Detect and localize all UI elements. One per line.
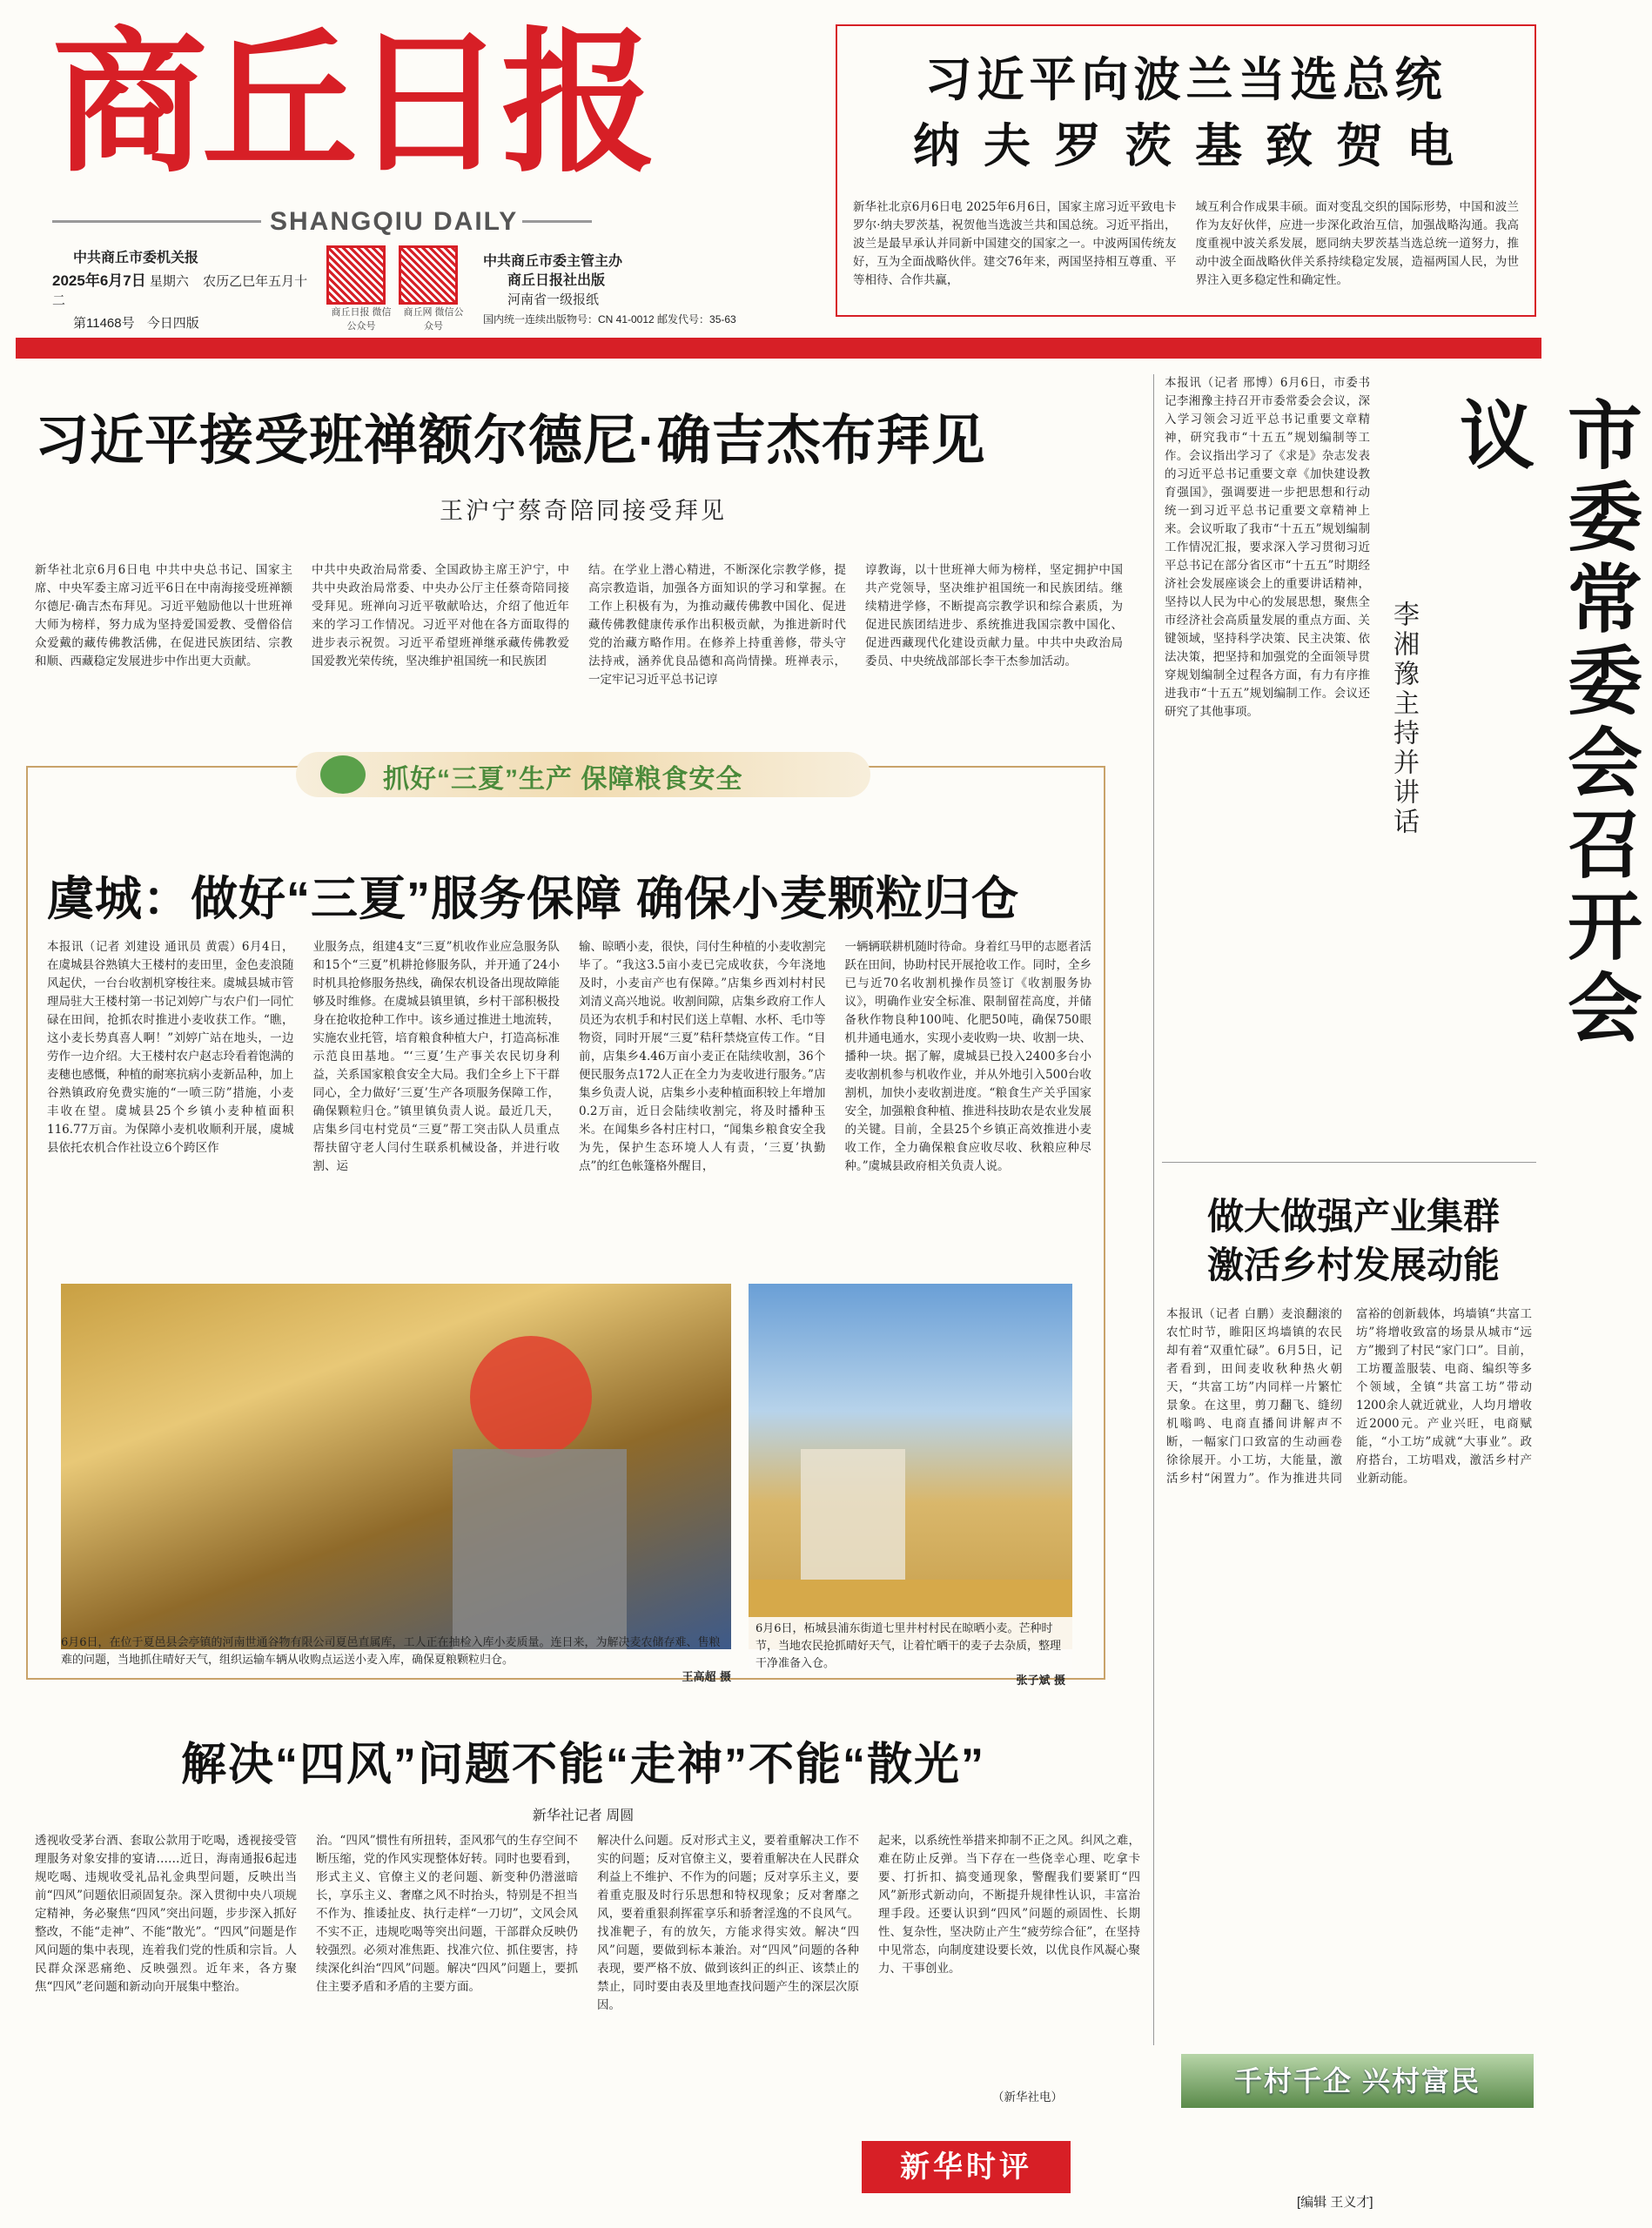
divider	[522, 220, 592, 223]
logo-english: SHANGQIU DAILY	[270, 207, 519, 236]
logo-text: 商丘日报	[52, 11, 651, 193]
right-column-body: 本报讯（记者 邢博）6月6日，市委书记李湘豫主持召开市委常委会会议，深入学习领会习近平总书记重要文章精神，研究我市“十五五”规划编制等工作。会议指出学习了《求是》杂志发表的习近平总书记重要文章《加快建设教育强国》，强调要进一步把思想和行动统一到习近平总书记重要文章精神上来。会议听取了我市“十五五”规划编制工作情况汇报，要求深入学习贯彻习近平总书记在部分省区市“十五五”时期经济社会发展座谈会上的重要讲话精神，坚持以人民为中心的发展思想，聚焦全市经济社会高质量发展的重点方面、关键领域，坚持科学决策、民主决策、依法决策，把坚持和加强党的全面领导贯穿规划编制全过程各方面，有力有序推进我市“十五五”规划编制工作。会议还研究了其他事项。	[1165, 376, 1370, 719]
qr-caption: 商丘日报 微信公众号	[331, 307, 392, 332]
publisher-info	[483, 252, 831, 329]
photo1-credit: 王高超 摄	[682, 1671, 731, 1684]
lead-col-4: 谆教诲，以十世班禅大师为榜样，坚定拥护中国共产党领导，坚决维护祖国统一和民族团结。继续精进学修，不断提高宗教学识和综合素质，为促进民族团结进步、系统推进我国宗教中国化、促进西藏现代化建设贡献力量。中共中央政治局委员、中央统战部部长李干杰参加活动。	[865, 563, 1123, 668]
top-story-title-1: 习近平向波兰当选总统	[924, 54, 1447, 106]
qr-icon	[399, 245, 458, 305]
photo2-caption-box	[749, 1617, 1072, 1688]
issue-number: 第11468号	[73, 316, 135, 331]
commentary-header	[26, 1728, 1140, 1826]
feature-col-4: 一辆辆联耕机随时待命。身着红马甲的志愿者活跃在田间，协助村民开展抢收工作。同时，全乡已与近70名收割机操作员签订《收割服务协议》，明确作业安全标准、限制留茬高度，并储备秋作物良种100吨、化肥50吨，确保750眼机井通电通水，实现小麦收购一块、收割一块、播种一块。据了解，虞城县已投入2400多台小麦收割机参与机收作业，并从外地引入500台收割机，加快小麦收割进度。“粮食生产关乎国家安全，加强粮食种植、推进科技助农是农业发展的关键。目前，全县25个乡镇正高效推进小麦收工作，全力确保粮食应收尽收、秋粮应种尽种。”虞城县政府相关负责人说。	[844, 940, 1091, 1173]
side-banner	[1181, 2054, 1534, 2108]
masthead-meta	[52, 249, 313, 333]
publisher: 商丘日报社出版	[507, 273, 606, 288]
photo2-credit: 张子斌 摄	[1016, 1674, 1065, 1688]
date: 2025年6月7日	[52, 272, 146, 289]
side-banner-text: 千村千企 兴村富民	[1234, 2065, 1481, 2097]
lead-col-3: 结。在学业上潜心精进，不断深化宗教学修，提高宗教造诣，加强各方面知识的学习和掌握。在工作上积极有为，为推动藏传佛教中国化、促进藏传佛教健康传承作出积极贡献，为推进新时代党的治藏方略作用。在修养上持重善修，带头守法持戒，涵养优良品德和高尚情操。班禅表示，一定牢记习近平总书记谆	[588, 563, 846, 687]
lead-col-1: 新华社北京6月6日电 中共中央总书记、国家主席、中央军委主席习近平6日在中南海接受班禅额尔德尼·确吉杰布拜见。习近平勉励他以十世班禅大师为榜样，努力成为坚持爱国爱教、受僧俗信众爱戴的藏传佛教活佛，在促进民族团结、宗教和顺、西藏稳定发展进步中作出更大贡献。	[35, 563, 292, 668]
feature-title: 虞城：做好“三夏”服务保障 确保小麦颗粒归仓	[47, 873, 1020, 925]
qr-icon	[326, 245, 386, 305]
commentary-body	[35, 1832, 1140, 2137]
lead-subtitle: 王沪宁蔡奇陪同接受拜见	[440, 498, 727, 524]
editor-credit: [编辑 王义才]	[1297, 2195, 1373, 2210]
photo2-caption: 6月6日，柘城县浦东街道七里井村村民在晾晒小麦。芒种时节，当地农民抢抓晴好天气，让着忙晒干的麦子去杂质，整理干净准备入仓。	[755, 1622, 1062, 1670]
right-column-subtitle: 李湘豫主持并讲话	[1389, 601, 1418, 837]
org-label: 中共商丘市委机关报	[73, 251, 199, 265]
section-banner	[296, 745, 870, 808]
qr-code-2[interactable]	[399, 245, 468, 332]
commentary-title: 解决“四风”问题不能“走神”不能“散光”	[180, 1740, 985, 1790]
masthead-logo	[52, 11, 651, 236]
right-column-title: 市委常委会召开会议	[1448, 396, 1640, 1050]
side-title-2: 激活乡村发展动能	[1206, 1245, 1500, 1285]
masthead-red-bar	[16, 338, 1541, 359]
commentary-byline: 新华社记者 周圆	[532, 1809, 635, 1823]
side-title-1: 做大做强产业集群	[1206, 1196, 1500, 1237]
divider	[52, 220, 261, 223]
feature-col-2: 业服务点，组建4支“三夏”机收作业应急服务队和15个“三夏”机耕抢修服务队，并开通了24小时机具抢修服务热线，确保农机设备出现故障能够及时维修。在虞城县镇里镇，乡村干部积极投身在抢收抢种工作中。该乡通过推进土地流转，实施农业托管，培育粮食种植大户，打造高标准示范良田基地。“‘三夏’生产事关农民切身利益，关系国家粮食安全大局。我们全乡上下干群同心，全力做好‘三夏’生产各项服务保障工作，确保颗粒归仓。”镇里镇负责人说。最近几天，店集乡闫屯村党员“三夏”帮工突击队人员重点帮扶留守老人闫付生联系机械设备，并进行收割、运	[312, 940, 560, 1173]
lunar-date: 农历乙巳年五月十二	[52, 274, 308, 308]
section-banner-text: 抓好“三夏”生产 保障粮食安全	[383, 765, 743, 794]
side-story-body: 本报讯（记者 白鹏）麦浪翻滚的农忙时节，睢阳区坞墙镇的农民却有着“双重忙碌”。6月5日，记者看到，田间麦收秋种热火朝天，“共富工坊”内同样一片繁忙景象。在这里，剪刀翻飞、缝纫机嗡鸣、电商直播间讲解声不断，一幅家门口致富的生动画卷徐徐展开。小工坊，大能量，激活乡村“闲置力”。作为推进共同富裕的创新载体，坞墙镇“共富工坊”将增收致富的场景从城市“远方”搬到了村民“家门口”。目前，工坊覆盖服装、电商、编织等多个领域，全镇“共富工坊”带动1200余人就近就业，人均月增收近2000元。产业兴旺，电商赋能，“小工坊”成就“大事业”。政府搭台，工坊唱戏，激活乡村产业新动能。	[1166, 1307, 1532, 1486]
page-count: 今日四版	[146, 316, 199, 331]
lead-col-2: 中共中央政治局常委、全国政协主席王沪宁，中共中央政治局常委、中央办公厅主任蔡奇陪同接受拜见。班禅向习近平敬献哈达，介绍了他近年来的学习工作情况。习近平对他在各方面取得的进步表示祝贺。习近平希望班禅继承藏传佛教爱国爱教光荣传统，坚决维护祖国统一和民族团	[312, 563, 569, 668]
lead-body	[35, 561, 1123, 718]
feature-col-3: 输、晾晒小麦，很快，闫付生种植的小麦收割完毕了。“我这3.5亩小麦已完成收获，今年浇地及时，小麦亩产也有保障。”店集乡西刘村村民刘清义高兴地说。收割间隙，店集乡政府工作人员还为农机手和村民们送上草帽、水杯、毛巾等物资，同时开展“三夏”秸秆禁烧宣传工作。“目前，店集乡4.46万亩小麦正在陆续收割，36个便民服务点172人正在全力为麦收进行服务。”店集乡负责人说，店集乡小麦种植面积较上年增加0.2万亩，近日会陆续收割完，将及时播种玉米。在闻集乡各村庄村口，“闻集乡粮食安全我为先，保护生态环境人人有责，‘三夏’执勤点”的红色帐篷格外醒目，	[579, 940, 826, 1173]
feature-col-1: 本报讯（记者 刘建设 通讯员 黄震）6月4日，在虞城县谷熟镇大王楼村的麦田里，金色麦浪随风起伏，一台台收割机穿梭往来。虞城县城市管理局驻大王楼村第一书记刘婷广与农户们一同忙碌在田间，抢抓农时推进小麦收获工作。“瞧，这小麦长势真喜人啊！”刘婷广站在地头，一边劳作一边介绍。大王楼村农户赵志玲看着饱满的麦穗也感慨，种植的耐寒抗病小麦新品种，加上谷熟镇政府免费实施的“一喷三防”措施，小麦丰收在望。虞城县25个乡镇小麦种植面积116.77万亩。为保障小麦机收顺利开展，虞城县依托农机合作社设立6个跨区作	[47, 940, 294, 1155]
weekday: 星期六	[149, 274, 189, 289]
photo1-caption: 6月6日，在位于夏邑县会亭镇的河南世通谷物有限公司夏邑直属库，工人正在抽检入库小麦质量。连日来，为解决麦农储存难、售粮难的问题，当地抓住晴好天气，组织运输车辆从收购点运送小麦入库，确保夏粮颗粒归仓。	[61, 1636, 721, 1667]
commentary-col-4: 起来，以系统性举措来抑制不正之风。纠风之难，难在防止反弹。当下存在一些侥幸心理、吃拿卡要、打折扣、搞变通现象，警醒我们要紧盯“四风”新形式新动向，不断提升规律性认识，丰富治理手段。还要认识到“四风”问题的顽固性、长期性、复杂性，坚决防止产生“疲劳综合征”，在坚持中见常态，向制度建设要长效，以优良作风凝心聚力、干事创业。	[878, 1834, 1140, 1976]
column-divider	[1153, 374, 1154, 2045]
top-story-title-2: 纳 夫 罗 茨 基 致 贺 电	[912, 120, 1460, 172]
qr-code-1[interactable]	[326, 245, 396, 332]
lead-story	[35, 397, 1132, 526]
top-story-col-1: 新华社北京6月6日电 2025年6月6日，国家主席习近平致电卡罗尔·纳夫罗茨基，祝贺他当选波兰共和国总统。习近平指出，波兰是最早承认并同新中国建交的国家之一。中波两国传统友好，互为全面战略伙伴。建交76年来，两国坚持相互尊重、平等相待、合作共赢，	[853, 200, 1177, 287]
divider	[1162, 1162, 1536, 1163]
cn-number: 国内统一连续出版物号：CN 41-0012 邮发代号：35-63	[483, 313, 736, 325]
top-story-col-2: 域互利合作成果丰硕。面对变乱交织的国际形势，中国和波兰作为友好伙伴，应进一步深化政治互信，加强战略沟通。我高度重视中波关系发展，愿同纳夫罗茨基当选总统一道努力，推动中波全面战略伙伴关系持续稳定发展，造福两国人民，为世界注入更多稳定性和确定性。	[1195, 200, 1519, 287]
xinhua-commentary-label: 新华时评	[862, 2141, 1071, 2193]
commentary-credit: （新华社电）	[992, 2090, 1063, 2104]
commentary-col-3: 解决什么问题。反对形式主义，要着重解决工作不实的问题；反对官僚主义，要着重解决在人民群众利益上不维护、不作为的问题；反对享乐主义，要着重克服及时行乐思想和特权现象；反对奢靡之风，要着重狠刹挥霍享乐和骄奢淫逸的不良风气。找准靶子，有的放矢，方能求得实效。解决“四风”问题，要做到标本兼治。对“四风”问题的各种表现，要严格不放、做到该纠正的纠正、该禁止的禁止，同时要由表及里地查找问题产生的深层次原因。	[597, 1834, 859, 2012]
photo1-caption-box	[61, 1634, 731, 1687]
rank: 河南省一级报纸	[507, 292, 600, 307]
commentary-col-1: 透视收受茅台酒、套取公款用于吃喝，透视接受管理服务对象安排的宴请……近日，海南通报6起违规吃喝、违规收受礼品礼金典型问题，反映出当前“四风”问题依旧顽固复杂。深入贯彻中央八项规定精神，务必聚焦“四风”突出问题，步步深入抓好整改，不能“走神”、不能“散光”。“四风”问题是作风问题的集中表现，连着我们党的性质和宗旨。人民群众深恶痛绝、反映强烈。近年来，各方聚焦“四风”老问题和新动向开展集中整治。	[35, 1834, 297, 1994]
side-story-header	[1166, 1192, 1541, 1290]
leaf-icon	[320, 755, 366, 794]
photo-grain-warehouse	[61, 1284, 731, 1649]
feature-body	[47, 938, 1091, 1269]
top-story-box	[836, 24, 1536, 317]
photo-drying-wheat	[749, 1284, 1072, 1649]
lead-title: 习近平接受班禅额尔德尼·确吉杰布拜见	[35, 411, 986, 471]
qr-caption: 商丘网 微信公众号	[403, 307, 464, 332]
feature-title-block	[47, 862, 1091, 929]
commentary-col-2: 治。“四风”惯性有所扭转，歪风邪气的生存空间不断压缩，党的作风实现整体好转。同时也要看到，形式主义、官僚主义的老问题、新变种仍潜滋暗长，享乐主义、奢靡之风不时抬头，特别是不担当不作为、推诿扯皮、执行走样“一刀切”，文风会风不实不正，违规吃喝等突出问题，干部群众反映仍较强烈。必须对准焦距、找准穴位、抓住要害，持续深化纠治“四风”问题。解决“四风”问题上，要抓住主要矛盾和矛盾的主要方面。	[316, 1834, 578, 1994]
sponsor: 中共商丘市委主管主办	[483, 254, 623, 269]
